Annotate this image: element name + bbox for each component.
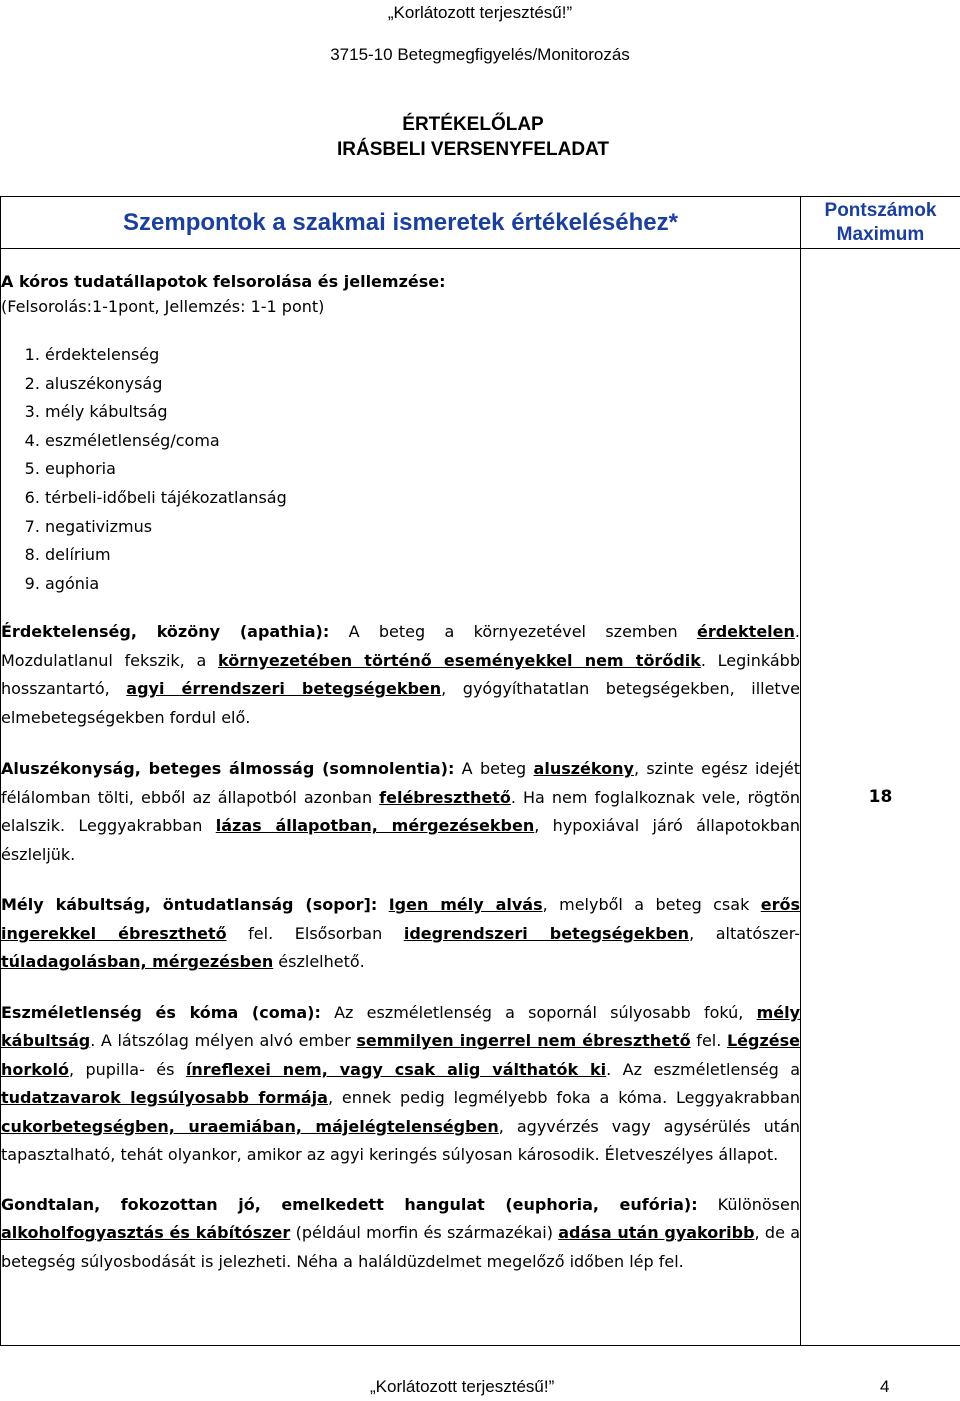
list-item: 9. agónia [45, 570, 800, 599]
list-item: 4. eszméletlenség/coma [45, 427, 800, 456]
text: A beteg [454, 759, 534, 779]
course-header: 3715-10 Betegmegfigyelés/Monitorozás [330, 45, 630, 64]
key-phrase: alkoholfogyasztás és kábítószer [1, 1223, 291, 1243]
key-phrase: mély kábultság [1, 1002, 800, 1051]
title-line-1: ÉRTÉKELŐLAP [402, 114, 544, 135]
condition-list [1, 341, 800, 598]
text: . Ha nem foglalkoznak vele, rögtön elalszik. Leggyakrabban [1, 787, 800, 836]
intro-scoring: (Felsorolás:1-1pont, Jellemzés: 1-1 pont) [1, 297, 325, 316]
text: , agyvérzés vagy agysérülés után tapasztalható, tehát olyankor, amikor az agyi keringés súlyosan károsodik. Életveszélyes állapot. [1, 1116, 800, 1165]
points-header-line1: Pontszámok [824, 199, 937, 221]
list-item: 7. negativizmus [45, 513, 800, 542]
key-phrase: agyi érrendszeri betegségekben [126, 679, 442, 699]
text: A beteg a környezetével szemben [329, 622, 697, 642]
paragraph-somnolentia [1, 755, 800, 869]
key-phrase: érdektelen [696, 622, 795, 642]
text: , hypoxiával járó állapotokban észleljük. [1, 816, 800, 864]
key-phrase: aluszékony [533, 759, 634, 779]
table-header-row [1, 197, 960, 249]
evaluation-table [0, 196, 960, 1346]
paragraph-apathia [1, 618, 800, 732]
key-phrase: erős ingerekkel ébreszthető [1, 895, 801, 943]
key-phrase: cukorbetegségben, uraemiában, májelégtelenségben [1, 1116, 499, 1136]
paragraph-euphoria [1, 1191, 800, 1277]
list-item: 5. euphoria [45, 455, 800, 484]
term-apathia: Érdektelenség, közöny (apathia): [1, 622, 330, 642]
key-phrase: lázas állapotban, mérgezésekben [215, 816, 535, 836]
text: . Mozdulatlanul fekszik, a [1, 622, 800, 670]
text: . Leginkább hosszantartó, [1, 650, 800, 699]
criteria-content [1, 249, 801, 1346]
term-sopor: Mély kábultság, öntudatlanság (sopor]: [1, 895, 378, 915]
term-coma: Eszméletlenség és kóma (coma): [1, 1002, 321, 1022]
key-phrase: Légzése horkoló [1, 1031, 800, 1079]
key-phrase: túladagolásban, mérgezésben [1, 952, 274, 972]
text: , melyből a beteg csak [542, 895, 761, 915]
key-phrase: felébreszthető [379, 787, 511, 807]
text: . Az eszméletlenség a [606, 1059, 801, 1079]
text: , altatószer- [689, 923, 801, 943]
points-header-line2: Maximum [836, 223, 925, 245]
text: . A látszólag mélyen alvó ember [90, 1031, 357, 1051]
key-phrase: adása után gyakoribb [558, 1223, 755, 1243]
key-phrase: idegrendszeri betegségekben [403, 923, 690, 943]
text: Az eszméletlenség a sopornál súlyosabb fokú, [320, 1002, 757, 1022]
points-header [801, 197, 960, 249]
text: fel. [690, 1031, 727, 1051]
list-item: 8. delírium [45, 541, 800, 570]
text: , ennek pedig legmélyebb foka a kóma. Leggyakrabban [327, 1088, 800, 1108]
list-item: 1. érdektelenség [45, 341, 800, 370]
paragraph-coma [1, 999, 800, 1170]
page-number: 4 [880, 1377, 890, 1396]
text: Különösen [697, 1194, 801, 1214]
list-item: 6. térbeli-időbeli tájékozatlanság [45, 484, 800, 513]
key-phrase: környezetében történő eseményekkel nem törődik [217, 650, 701, 670]
intro [1, 269, 800, 319]
list-item: 3. mély kábultság [45, 398, 800, 427]
text: fel. Elsősorban [226, 923, 404, 943]
max-score: 18 [801, 249, 960, 1346]
text: (például morfin és származékai) [290, 1223, 559, 1243]
footer-restricted: „Korlátozott terjesztésű!” [370, 1377, 555, 1396]
term-somnolentia: Aluszékonyság, beteges álmosság (somnolentia): [1, 759, 455, 779]
title-line-2: IRÁSBELI VERSENYFELADAT [336, 139, 609, 160]
term-euphoria: Gondtalan, fokozottan jó, emelkedett hangulat (euphoria, eufória): [1, 1194, 698, 1214]
text [377, 895, 388, 914]
text: , pupilla- és [68, 1059, 186, 1079]
table-body-row [1, 249, 960, 1346]
key-phrase: tudatzavarok legsúlyosabb formája [1, 1088, 328, 1108]
paragraph-sopor [1, 891, 800, 977]
text: , szinte egész idejét félálomban tölti, ebből az állapotból azonban [1, 759, 801, 807]
intro-heading: A kóros tudatállapotok felsorolása és jellemzése: [1, 272, 446, 291]
key-phrase: Igen mély alvás [388, 895, 543, 915]
list-item: 2. aluszékonyság [45, 370, 800, 399]
text: , gyógyíthatatlan betegségekben, illetve elmebetegségekben fordul elő. [1, 679, 801, 727]
text: észlelhető. [273, 952, 365, 972]
text: , de a betegség súlyosbodását is jelezheti. Néha a haláldüzdelmet megelőző időben lép fel. [1, 1223, 801, 1271]
key-phrase: ínreflexei nem, vagy csak alig válthatók ki [185, 1059, 607, 1079]
key-phrase: semmilyen ingerrel nem ébreszthető [356, 1031, 691, 1051]
criteria-header: Szempontok a szakmai ismeretek értékeléséhez* [1, 197, 801, 249]
restricted-header: „Korlátozott terjesztésű!” [387, 3, 573, 22]
page-title [0, 112, 946, 162]
